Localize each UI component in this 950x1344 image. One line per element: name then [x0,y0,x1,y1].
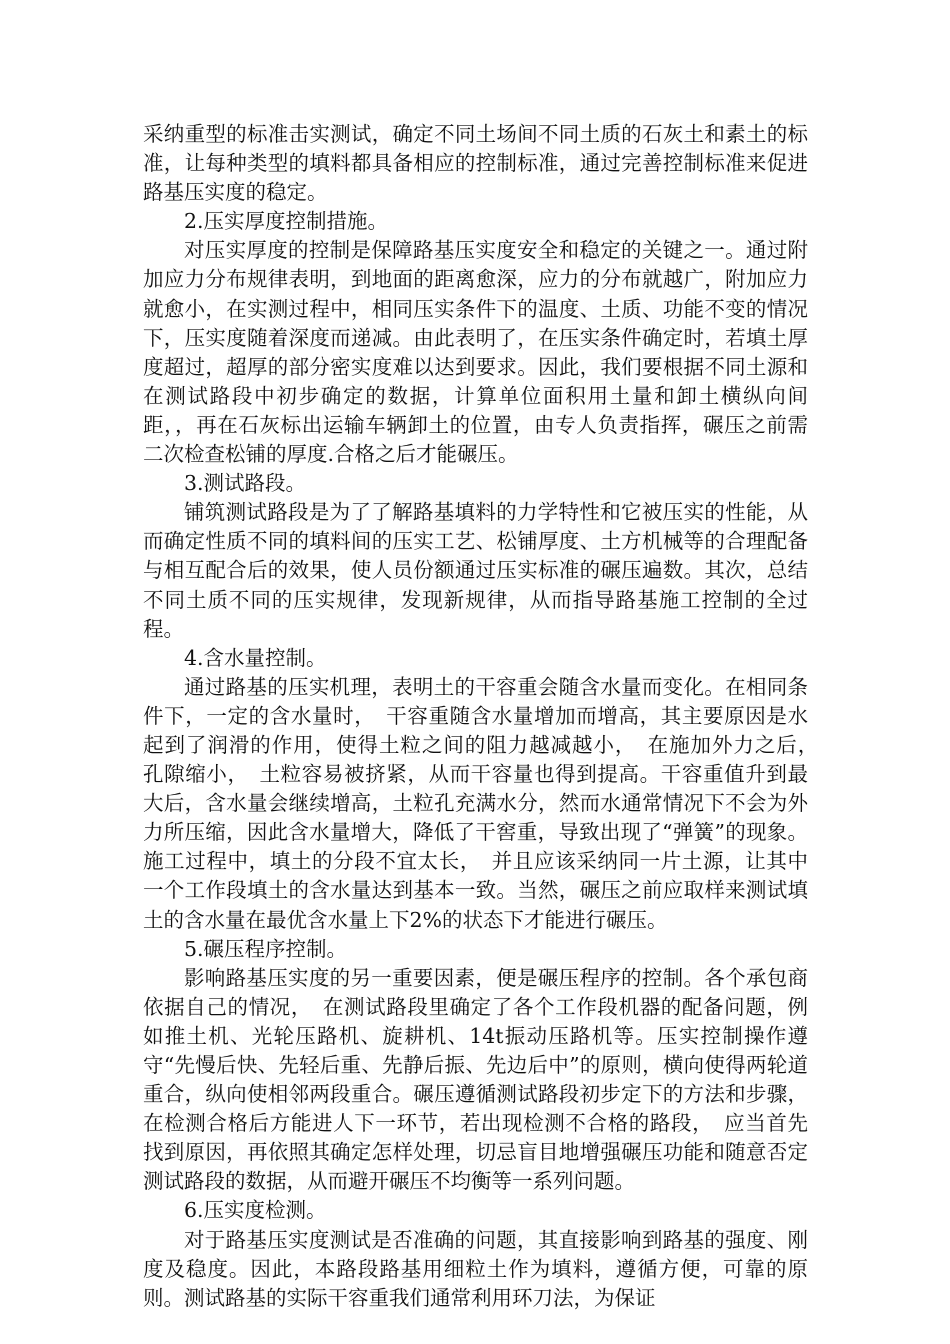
paragraph-rolling-procedure: 影响路基压实度的另一重要因素，便是碾压程序的控制。各个承包商依据自己的情况， 在测试路段里确定了各个工作段机器的配备问题，例如推土机、光轮压路机、旋耕机、14t振动压路机等。压实控制操作遵守“先慢后快、先轻后重、先静后振、先边后中”的原则，横向使得两轮道重合，纵向使相邻两段重合。碾压遵循测试路段初步定下的方法和步骤，在检测合格后方能进人下一环节，若出现检测不合格的路段， 应当首先找到原因，再依照其确定怎样处理，切忌盲目地增强碾压功能和随意否定测试路段的数据，从而避开碾压不均衡等一系列问题。 [143,965,808,1194]
section-heading-test-section: 3.测试路段。 [184,471,307,496]
paragraph-compaction-testing: 对于路基压实度测试是否准确的问题，其直接影响到路基的强度、刚度及稳度。因此，本路段路基用细粒土作为填料，遵循方便，可靠的原则。测试路基的实际干容重我们通常利用环刀法，为保证 [143,1227,808,1310]
section-heading-moisture-control: 4.含水量控制。 [184,645,327,670]
section-heading-compaction-testing: 6.压实度检测。 [184,1198,327,1223]
document-body [143,120,829,1313]
paragraph-continuation: 采纳重型的标准击实测试，确定不同土场间不同土质的石灰土和素土的标准，让每种类型的填料都具备相应的控制标准，通过完善控制标准来促进路基压实度的稳定。 [143,122,808,205]
paragraph-moisture-control: 通过路基的压实机理，表明土的干容重会随含水量而变化。在相同条件下，一定的含水量时， 干容重随含水量增加而增高，其主要原因是水起到了润滑的作用，使得土粒之间的阻力越减越小， 在施加外力之后， 孔隙缩小， 土粒容易被挤紧，从而干容量也得到提高。干容重值升到最大后，含水量会继续增高，土粒孔充满水分，然而水通常情况下不会为外力所压缩，因此含水量增大，降低了干窖重，导致出现了“弹簧”的现象。施工过程中，填土的分段不宜太长， 并且应该采纳同一片土源，让其中一个工作段填土的含水量达到基本一致。当然，碾压之前应取样来测试填土的含水量在最优含水量上下2%的状态下才能进行碾压。 [143,674,829,932]
section-heading-compaction-thickness: 2.压实厚度控制措施。 [184,209,389,234]
paragraph-test-section: 铺筑测试路段是为了了解路基填料的力学特性和它被压实的性能，从而确定性质不同的填料间的压实工艺、松铺厚度、土方机械等的合理配备与相互配合后的效果，使人员份额通过压实标准的碾压遍数。其次，总结不同土质不同的压实规律，发现新规律，从而指导路基施工控制的全过程。 [143,500,808,641]
paragraph-compaction-thickness: 对压实厚度的控制是保障路基压实度安全和稳定的关键之一。通过附加应力分布规律表明，到地面的距离愈深，应力的分布就越广，附加应力就愈小，在实测过程中，相同压实条件下的温度、土质、功能不变的情况下，压实度随着深度而递减。由此表明了，在压实条件确定时，若填土厚度超过，超厚的部分密实度难以达到要求。因此，我们要根据不同土源和在测试路段中初步确定的数据，计算单位面积用土量和卸土横纵向间距，，再在石灰标出运输车辆卸土的位置，由专人负责指挥，碾压之前需二次检查松铺的厚度.合格之后才能碾压。 [143,238,808,467]
section-heading-rolling-procedure: 5.碾压程序控制。 [184,936,348,961]
